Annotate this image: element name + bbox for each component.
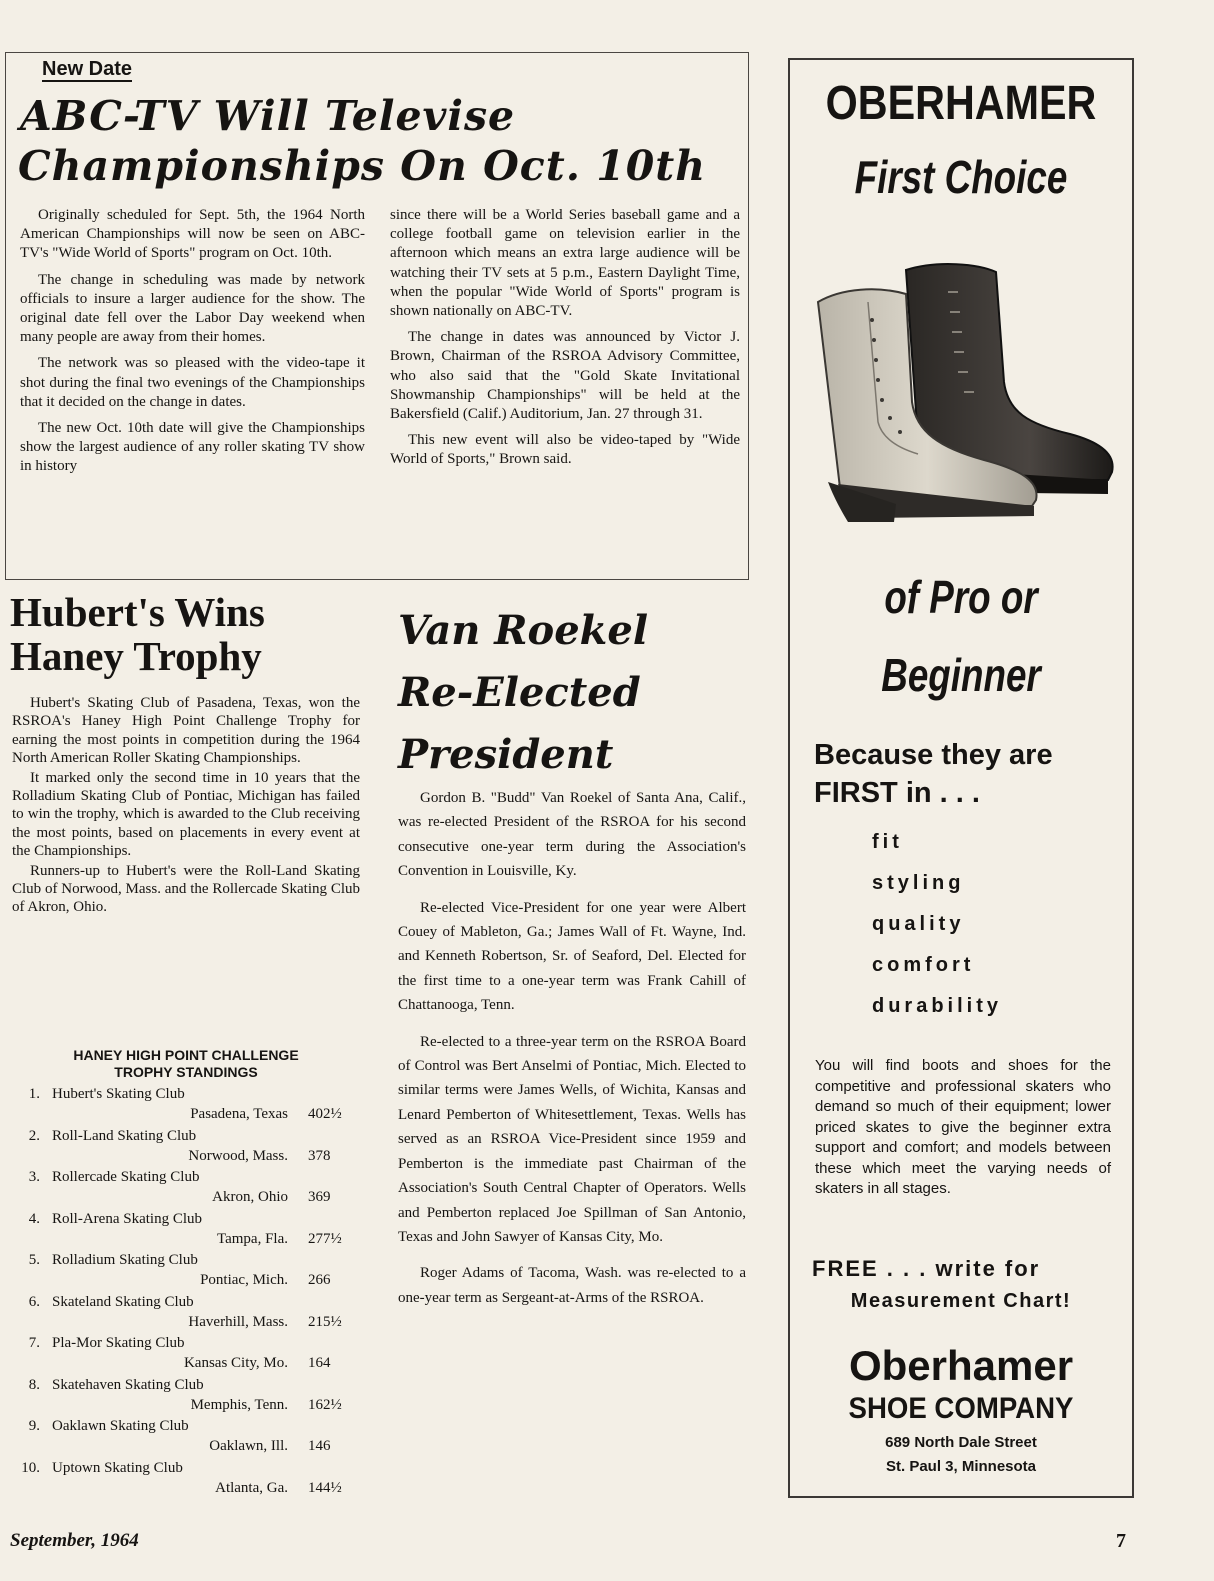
ad-beginner: Beginner xyxy=(881,649,1041,701)
standings-row xyxy=(18,1128,360,1170)
standing-rank: 5. xyxy=(28,1252,40,1268)
standing-club: Skateland Skating Club xyxy=(52,1293,194,1310)
standings-list xyxy=(18,1086,360,1501)
huberts-headline-line2: Haney Trophy xyxy=(10,633,262,679)
standings-title-line1: HANEY HIGH POINT CHALLENGE xyxy=(73,1047,299,1063)
van-roekel-headline-line2: Re-Elected xyxy=(398,669,641,716)
standings-row xyxy=(18,1377,360,1419)
abc-paragraph: The change in scheduling was made by network officials to insure a larger audience for the show. The original date fell over the Labor Day weekend when many people are away from their homes. xyxy=(20,271,365,346)
standing-points: 266 xyxy=(308,1272,331,1288)
ad-measurement-chart: Measurement Chart! xyxy=(850,1290,1072,1312)
abc-paragraph: The new Oct. 10th date will give the Championships show the largest audience of any roller skating TV show in history xyxy=(20,420,365,475)
standing-club: Rollercade Skating Club xyxy=(52,1169,200,1185)
standing-rank: 4. xyxy=(28,1210,40,1227)
standing-rank: 2. xyxy=(28,1127,40,1144)
standing-club: Roll-Arena Skating Club xyxy=(52,1210,202,1227)
standing-city: Atlanta, Ga. xyxy=(215,1479,288,1496)
ad-because xyxy=(814,736,1124,812)
ad-features-list xyxy=(872,822,1002,1027)
standings-row xyxy=(18,1211,360,1253)
standings-title xyxy=(12,1047,360,1081)
ad-free-line: FREE . . . write for xyxy=(812,1256,1041,1281)
abc-paragraph: Originally scheduled for Sept. 5th, the 1964 North American Championships will now be seen on ABC-TV's "Wide World of Sports" program on Oct. 10th. xyxy=(20,207,365,262)
standing-rank: 7. xyxy=(28,1335,40,1351)
ad-feature: durability xyxy=(872,995,1003,1017)
standing-points: 215½ xyxy=(308,1313,342,1330)
standing-club: Oaklawn Skating Club xyxy=(52,1418,189,1434)
standing-city: Memphis, Tenn. xyxy=(190,1396,288,1413)
ad-address-street: 689 North Dale Street xyxy=(885,1434,1037,1451)
standing-rank: 1. xyxy=(28,1086,40,1102)
standing-points: 164 xyxy=(308,1355,331,1371)
standing-city: Akron, Ohio xyxy=(212,1189,288,1205)
standing-rank: 10. xyxy=(21,1459,40,1476)
standing-club: Rolladium Skating Club xyxy=(52,1252,198,1268)
footer-issue-date: September, 1964 xyxy=(10,1530,139,1551)
standing-points: 402½ xyxy=(308,1106,342,1122)
standings-title-line2: TROPHY STANDINGS xyxy=(114,1064,258,1080)
huberts-headline xyxy=(10,590,370,678)
ad-description: You will find boots and shoes for the competitive and professional skaters who demand so much of their equipment; lower priced skates to give the beginner extra support and comfort; and models between these which meet the varying needs of skaters in all stages. xyxy=(815,1057,1111,1197)
abc-column-2 xyxy=(390,206,740,477)
van-roekel-headline-line1: Van Roekel xyxy=(398,607,649,654)
kicker-new-date: New Date xyxy=(42,58,133,80)
van-roekel-paragraph: Gordon B. "Budd" Van Roekel of Santa Ana, Calif., was re-elected President of the RSROA for his second consecutive one-year term during the Association's Convention in Louisville, Ky. xyxy=(398,790,746,880)
standing-city: Pontiac, Mich. xyxy=(200,1272,288,1288)
abc-headline-line2: Championships On Oct. 10th xyxy=(18,142,707,190)
abc-paragraph: The network was so pleased with the video-tape it shot during the final two evenings of the Championships that it decided on the change in dates. xyxy=(20,355,365,410)
huberts-paragraph: It marked only the second time in 10 years that the Rolladium Skating Club of Pontiac, Michigan has failed to win the trophy, which is awarded to the Club receiving the most points, based on placements in every event at the Championships. xyxy=(12,769,360,860)
standing-points: 146 xyxy=(308,1438,331,1454)
van-roekel-paragraph: Re-elected to a three-year term on the RSROA Board of Control was Bert Anselmi of Pontiac, Mich. Elected to similar terms were James Wells, of Wichita, Kansas and Lenard Pemberton of Whitesettlement, Texas. Wells has served as an RSROA Vice-President since 1959 and Pemberton is the immediate past Chairman of the Association's South Central Chapter of Operators. Wells and Pemberton replaced Joe Spillman of San Antonio, Texas and John Sawyer of Kansas City, Mo. xyxy=(398,1033,746,1245)
ad-feature: styling xyxy=(872,872,965,894)
huberts-body xyxy=(12,694,360,918)
ad-because-line1: Because they are xyxy=(814,739,1053,771)
ad-company-name: Oberhamer xyxy=(848,1342,1074,1389)
roller-skate-boots-drawing xyxy=(808,262,1124,524)
standing-city: Kansas City, Mo. xyxy=(183,1355,288,1371)
standing-rank: 3. xyxy=(28,1169,40,1185)
standing-club: Uptown Skating Club xyxy=(52,1459,183,1476)
standing-city: Haverhill, Mass. xyxy=(188,1313,288,1330)
standing-points: 369 xyxy=(308,1189,331,1205)
ad-brand-name: OBERHAMER xyxy=(825,77,1097,130)
standings-row xyxy=(18,1169,360,1211)
standing-points: 162½ xyxy=(308,1396,342,1413)
standings-row xyxy=(18,1418,360,1460)
standing-club: Hubert's Skating Club xyxy=(52,1086,185,1102)
ad-first-choice: First Choice xyxy=(854,151,1068,203)
standing-points: 144½ xyxy=(308,1479,342,1496)
standing-points: 277½ xyxy=(308,1230,342,1247)
abc-paragraph: This new event will also be video-taped by "Wide World of Sports," Brown said. xyxy=(390,432,740,468)
huberts-headline-line1: Hubert's Wins xyxy=(10,589,265,635)
standing-rank: 9. xyxy=(28,1418,40,1434)
ad-feature: quality xyxy=(872,913,965,935)
standing-club: Roll-Land Skating Club xyxy=(52,1127,197,1144)
standing-club: Pla-Mor Skating Club xyxy=(52,1335,185,1351)
roller-skate-boots-icon xyxy=(808,262,1124,524)
abc-paragraph: since there will be a World Series baseball game and a college football game on television earlier in the afternoon which means an extra large audience will be watching their TV sets at 5 p.m., Eastern Daylight Time, when the popular "Wide World of Sports" program is shown nationally on ABC-TV. xyxy=(390,207,740,320)
ad-feature: comfort xyxy=(872,954,975,976)
standings-row xyxy=(18,1294,360,1336)
huberts-paragraph: Hubert's Skating Club of Pasadena, Texas, won the RSROA's Haney High Point Challenge Trophy for earning the most points in competition during the 1964 North American Roller Skating Championships. xyxy=(12,695,360,767)
footer-page-number: 7 xyxy=(1116,1530,1126,1552)
standing-rank: 8. xyxy=(28,1376,40,1393)
van-roekel-headline-line3: President xyxy=(398,731,614,778)
standings-row xyxy=(18,1252,360,1294)
van-roekel-paragraph: Re-elected Vice-President for one year were Albert Couey of Mableton, Ga.; James Wall of Ft. Wayne, Ind. and Kenneth Robertson, Sr. of Seaford, Del. Elected for the first time to a one-year term was Frank Cahill of Chattanooga, Tenn. xyxy=(398,899,746,1014)
standing-club: Skatehaven Skating Club xyxy=(52,1376,204,1393)
van-roekel-headline xyxy=(398,600,738,786)
standings-row xyxy=(18,1335,360,1377)
standing-rank: 6. xyxy=(28,1293,40,1310)
standings-row xyxy=(18,1086,360,1128)
standing-city: Tampa, Fla. xyxy=(216,1230,288,1247)
ad-address-city: St. Paul 3, Minnesota xyxy=(885,1458,1037,1475)
abc-paragraph: The change in dates was announced by Victor J. Brown, Chairman of the RSROA Advisory Committee, who also said that the "Gold Skate Invitational Showmanship Championships" will be held at the Bakersfield (Calif.) Auditorium, Jan. 27 through 31. xyxy=(390,329,740,423)
abc-headline-line1: ABC-TV Will Televise xyxy=(20,92,516,140)
ad-company-subtitle: SHOE COMPANY xyxy=(848,1392,1074,1425)
van-roekel-body xyxy=(398,786,746,1322)
ad-because-line2: FIRST in . . . xyxy=(814,777,980,809)
abc-column-1 xyxy=(20,206,365,484)
standings-row xyxy=(18,1460,360,1502)
standing-city: Norwood, Mass. xyxy=(188,1147,288,1164)
ad-feature: fit xyxy=(872,831,903,853)
standing-points: 378 xyxy=(308,1147,331,1164)
standing-city: Pasadena, Texas xyxy=(190,1106,288,1122)
van-roekel-paragraph: Roger Adams of Tacoma, Wash. was re-elected to a one-year term as Sergeant-at-Arms of the RSROA. xyxy=(398,1265,746,1306)
ad-of-pro: of Pro or xyxy=(884,571,1038,623)
huberts-paragraph: Runners-up to Hubert's were the Roll-Land Skating Club of Norwood, Mass. and the Rollercade Skating Club of Akron, Ohio. xyxy=(12,862,360,916)
standing-city: Oaklawn, Ill. xyxy=(209,1438,288,1454)
